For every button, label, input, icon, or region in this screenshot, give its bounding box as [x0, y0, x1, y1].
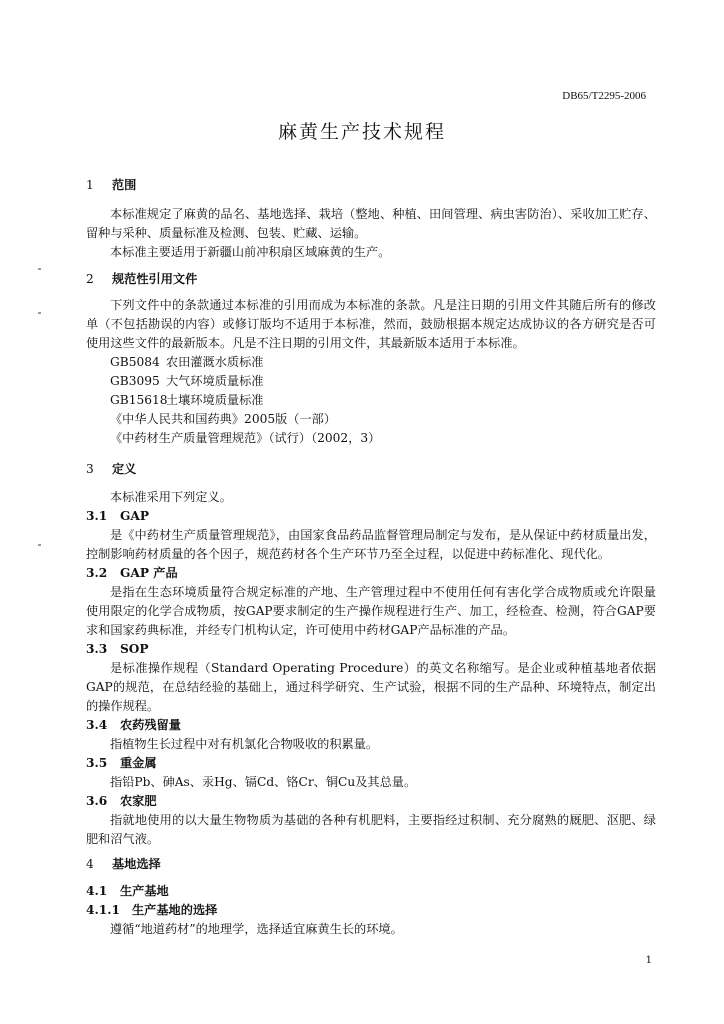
definition-heading — [86, 792, 656, 811]
section-title: 规范性引用文件 — [112, 272, 198, 286]
reference-name: 土壤环境质量标准 — [166, 393, 264, 407]
subsection-number: 4.1 — [86, 884, 108, 898]
section-2-body — [86, 296, 656, 448]
section-4-body — [86, 882, 656, 939]
scan-speck — [38, 312, 41, 314]
definition-text: 指铅Pb、砷As、汞Hg、镉Cd、铬Cr、铜Cu及其总量。 — [110, 775, 417, 789]
paragraph: 遵循“地道药材”的地理学，选择适宜麻黄生长的环境。 — [110, 922, 403, 936]
definition-term: 农药残留量 — [120, 718, 181, 732]
definition-number: 3.6 — [86, 794, 108, 808]
definition-term: 农家肥 — [120, 794, 157, 808]
subsection-title: 生产基地的选择 — [132, 903, 218, 917]
definition-term: GAP — [120, 509, 150, 523]
section-title: 定义 — [112, 462, 137, 476]
definition-text: 指就地使用的以大量生物物质为基础的各种有机肥料，主要指经过积制、充分腐熟的厩肥、沤肥、绿肥和沼气液。 — [86, 813, 656, 846]
standard-code: DB65/T2295-2006 — [562, 90, 646, 102]
subsection-heading — [86, 901, 656, 920]
paragraph: 本标准主要适用于新疆山前冲积扇区域麻黄的生产。 — [110, 245, 391, 259]
reference-item: 《中药材生产质量管理规范》（试行）（2002，3） — [110, 431, 381, 445]
definition-text: 是指在生态环境质量符合规定标准的产地、生产管理过程中不使用任何有害化学合成物质或允许限量使用限定的化学合成物质，按GAP要求制定的生产操作规程进行生产、加工，经检查、检测，符合GAP要求和国家药典标准，并经专门机构认定，许可使用中药材GAP产品标准的产品。 — [86, 585, 656, 637]
section-3-body — [86, 488, 656, 849]
reference-code: GB5084 — [110, 355, 160, 369]
definition-heading — [86, 754, 656, 773]
section-4-heading — [86, 855, 656, 874]
definition-text: 是《中药材生产质量管理规范》，由国家食品药品监督管理局制定与发布，是从保证中药材质量出发，控制影响药材质量的各个因子，规范药材各个生产环节乃至全过程，以促进中药标准化、现代化。 — [86, 528, 656, 561]
definition-text: 是标准操作规程（Standard Operating Procedure）的英文名称缩写。是企业或种植基地者依据GAP的规范，在总结经验的基础上，通过科学研究、生产试验，根据不同的生产品种、环境特点，制定出的操作规程。 — [86, 661, 656, 713]
section-number: 1 — [86, 178, 94, 192]
definition-term: SOP — [120, 642, 149, 656]
section-3-heading — [86, 460, 656, 479]
subsection-title: 生产基地 — [120, 884, 169, 898]
paragraph: 本标准规定了麻黄的品名、基地选择、栽培（整地、种植、田间管理、病虫害防治）、采收加工贮存、留种与采种、质量标准及检测、包装、贮藏、运输。 — [86, 207, 656, 240]
section-title: 基地选择 — [112, 857, 161, 871]
definition-number: 3.2 — [86, 566, 108, 580]
definition-heading — [86, 716, 656, 735]
definition-number: 3.1 — [86, 509, 108, 523]
definition-term: 重金属 — [120, 756, 157, 770]
scan-speck — [38, 268, 41, 270]
definition-number: 3.4 — [86, 718, 108, 732]
subsection-heading — [86, 882, 656, 901]
definition-number: 3.3 — [86, 642, 108, 656]
section-number: 4 — [86, 857, 94, 871]
scan-speck — [38, 544, 41, 546]
definition-term: GAP 产品 — [120, 566, 178, 580]
definition-heading — [86, 507, 656, 526]
paragraph: 本标准采用下列定义。 — [110, 490, 232, 504]
section-number: 2 — [86, 272, 94, 286]
paragraph: 下列文件中的条款通过本标准的引用而成为本标准的条款。凡是注日期的引用文件其随后所有的修改单（不包括勘误的内容）或修订版均不适用于本标准，然而，鼓励根据本规定达成协议的各方研究是否可使用这些文件的最新版本。凡是不注日期的引用文件，其最新版本适用于本标准。 — [86, 298, 656, 350]
page-number: 1 — [645, 955, 652, 966]
reference-code: GB15618 — [110, 393, 168, 407]
definition-heading — [86, 564, 656, 583]
definition-number: 3.5 — [86, 756, 108, 770]
reference-item — [86, 372, 656, 391]
subsection-number: 4.1.1 — [86, 903, 120, 917]
reference-item — [86, 391, 656, 410]
reference-item: 《中华人民共和国药典》2005版（一部） — [110, 412, 337, 426]
reference-item — [86, 353, 656, 372]
section-2-heading — [86, 270, 656, 289]
reference-name: 农田灌溉水质标准 — [166, 355, 264, 369]
document-title: 麻黄生产技术规程 — [277, 121, 446, 143]
section-1-heading — [86, 176, 656, 195]
reference-name: 大气环境质量标准 — [166, 374, 264, 388]
section-number: 3 — [86, 462, 94, 476]
definition-text: 指植物生长过程中对有机氯化合物吸收的积累量。 — [110, 737, 379, 751]
section-1-body — [86, 205, 656, 262]
definition-heading — [86, 640, 656, 659]
reference-code: GB3095 — [110, 374, 160, 388]
section-title: 范围 — [112, 178, 137, 192]
